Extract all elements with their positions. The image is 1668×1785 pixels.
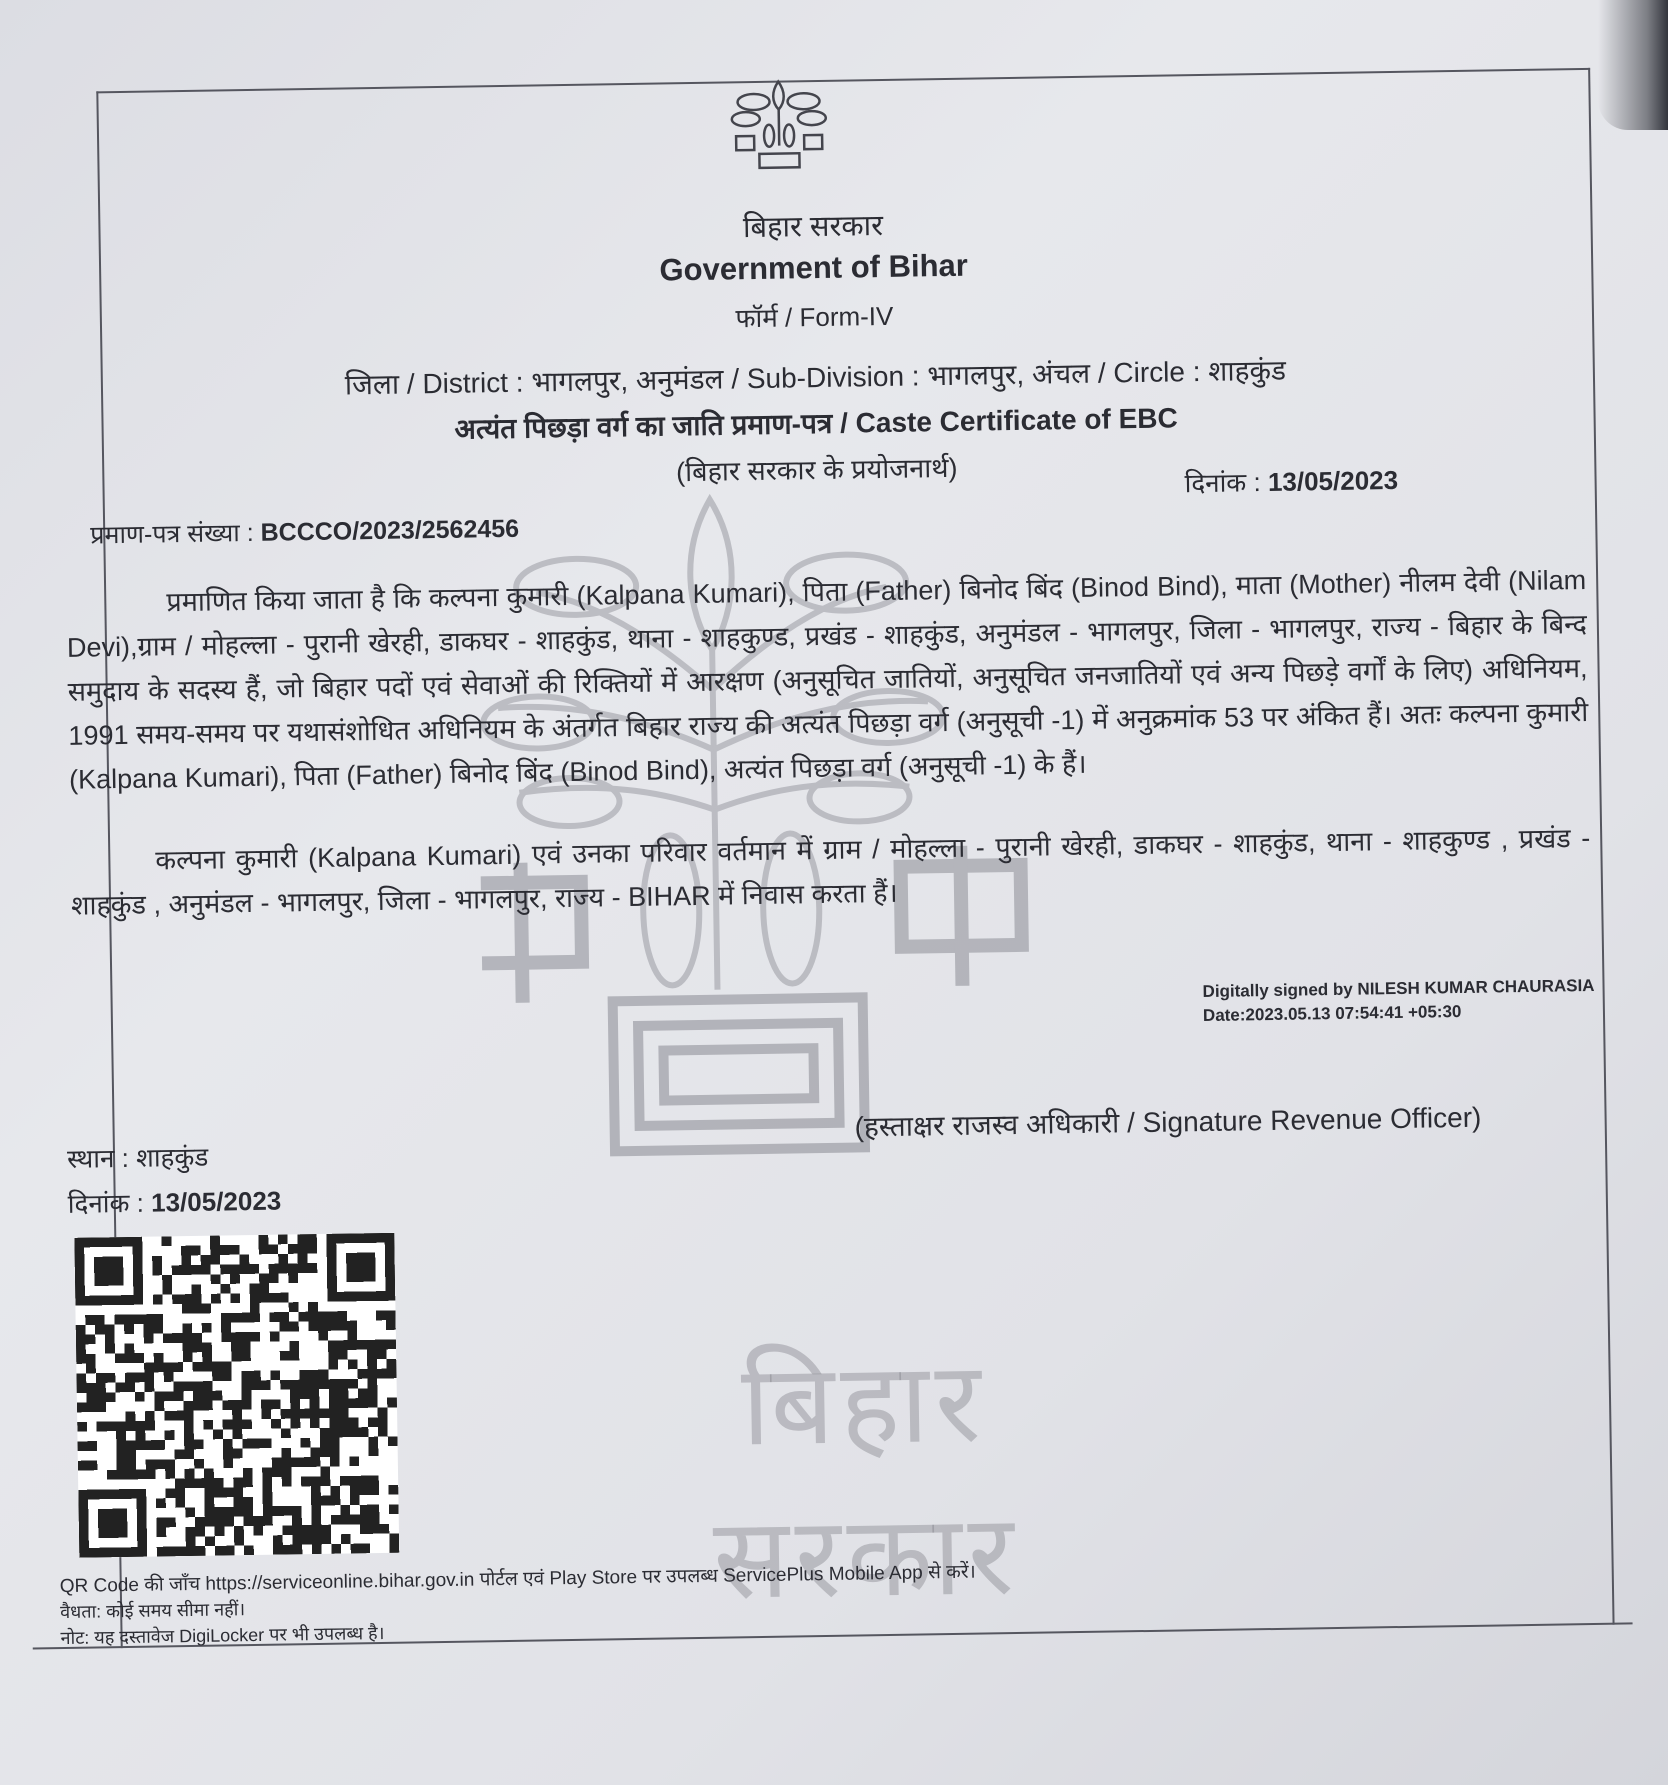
issue-date-value: 13/05/2023 xyxy=(1267,464,1399,497)
digital-signature-date: Date:2023.05.13 07:54:41 +05:30 xyxy=(1202,1001,1462,1026)
bihar-emblem-logo xyxy=(723,73,835,175)
place-date-value: 13/05/2023 xyxy=(150,1185,282,1218)
place-date-label: दिनांक : xyxy=(67,1187,145,1219)
certificate-body-paragraph-2: कल्पना कुमारी (Kalpana Kumari) एवं उनका परिवार वर्तमान में ग्राम / मोहल्ला - पुरानी खेरही, डाकघर - शाहकुंड, थाना - शाहकुण्ड , प्रखंड - शाहकुंड , अनुमंडल - भागलपुर, जिला - भागलपुर, राज्य - BIHAR में निवास करता हैं। xyxy=(70,822,1591,921)
digilocker-note: नोट: यह दस्तावेज DigiLocker पर भी उपलब्ध है। xyxy=(60,1622,385,1649)
certificate-number-label: प्रमाण-पत्र संख्या : xyxy=(90,518,254,550)
certificate-number xyxy=(90,511,519,552)
place xyxy=(67,1138,209,1176)
place-label: स्थान : xyxy=(66,1142,130,1174)
digital-signature-signer: Digitally signed by NILESH KUMAR CHAURASIA xyxy=(1202,975,1595,1002)
issue-date-label: दिनांक : xyxy=(1184,467,1261,499)
validity-note: वैधता: कोई समय सीमा नहीं। xyxy=(60,1599,246,1623)
gov-title-english: Government of Bihar xyxy=(659,247,969,288)
gov-title-hindi: बिहार सरकार xyxy=(742,209,884,245)
certificate-sheet xyxy=(7,5,1637,1655)
certificate-title: अत्यंत पिछड़ा वर्ग का जाति प्रमाण-पत्र / Caste Certificate of EBC xyxy=(454,402,1178,445)
qr-verification-note: QR Code की जाँच https://serviceonline.bihar.gov.in पोर्टल एवं Play Store पर उपलब्ध ServicePlus Mobile App से करें। xyxy=(59,1561,976,1598)
issue-date xyxy=(1184,461,1398,500)
certificate-number-value: BCCCO/2023/2562456 xyxy=(260,514,520,547)
signature-officer-label: (हस्ताक्षर राजस्व अधिकारी / Signature Revenue Officer) xyxy=(854,1101,1482,1143)
district-line: जिला / District : भागलपुर, अनुमंडल / Sub-Division : भागलपुर, अंचल / Circle : शाहकुंड xyxy=(344,354,1287,401)
form-label: फॉर्म / Form-IV xyxy=(735,300,894,334)
watermark-text: बिहार सरकार xyxy=(712,1337,1021,1625)
digital-signature xyxy=(1202,974,1595,1028)
place-value: शाहकुंड xyxy=(135,1141,209,1173)
qr-code xyxy=(74,1233,399,1558)
place-date xyxy=(67,1182,281,1221)
certificate-body-paragraph-1: प्रमाणित किया जाता है कि कल्पना कुमारी (Kalpana Kumari), पिता (Father) बिनोद बिंद (Binod Bind), माता (Mother) नीलम देवी (Nilam Devi),ग्राम / मोहल्ला - पुरानी खेरही, डाकघर - शाहकुंड, थाना - शाहकुण्ड, प्रखंड - शाहकुंड, अनुमंडल - भागलपुर, जिला - भागलपुर, राज्य - बिहार के बिन्द समुदाय के सदस्य हैं, जो बिहार पदों एवं सेवाओं की रिक्तियों में आरक्षण (अनुसूचित जातियों, अनुसूचित जनजातियों एवं अन्य पिछड़े वर्गों के लिए) अधिनियम, 1991 समय-समय पर यथासंशोधित अधिनियम के अंतर्गत बिहार राज्य की अत्यंत पिछड़ा वर्ग (अनुसूची -1) में अनुक्रमांक 53 पर अंकित हैं। अतः कल्पना कुमारी (Kalpana Kumari), पिता (Father) बिनोद बिंद (Binod Bind), अत्यंत पिछड़ा वर्ग (अनुसूची -1) के हैं। xyxy=(66,564,1589,795)
purpose-line: (बिहार सरकार के प्रयोजनार्थ) xyxy=(675,452,958,488)
